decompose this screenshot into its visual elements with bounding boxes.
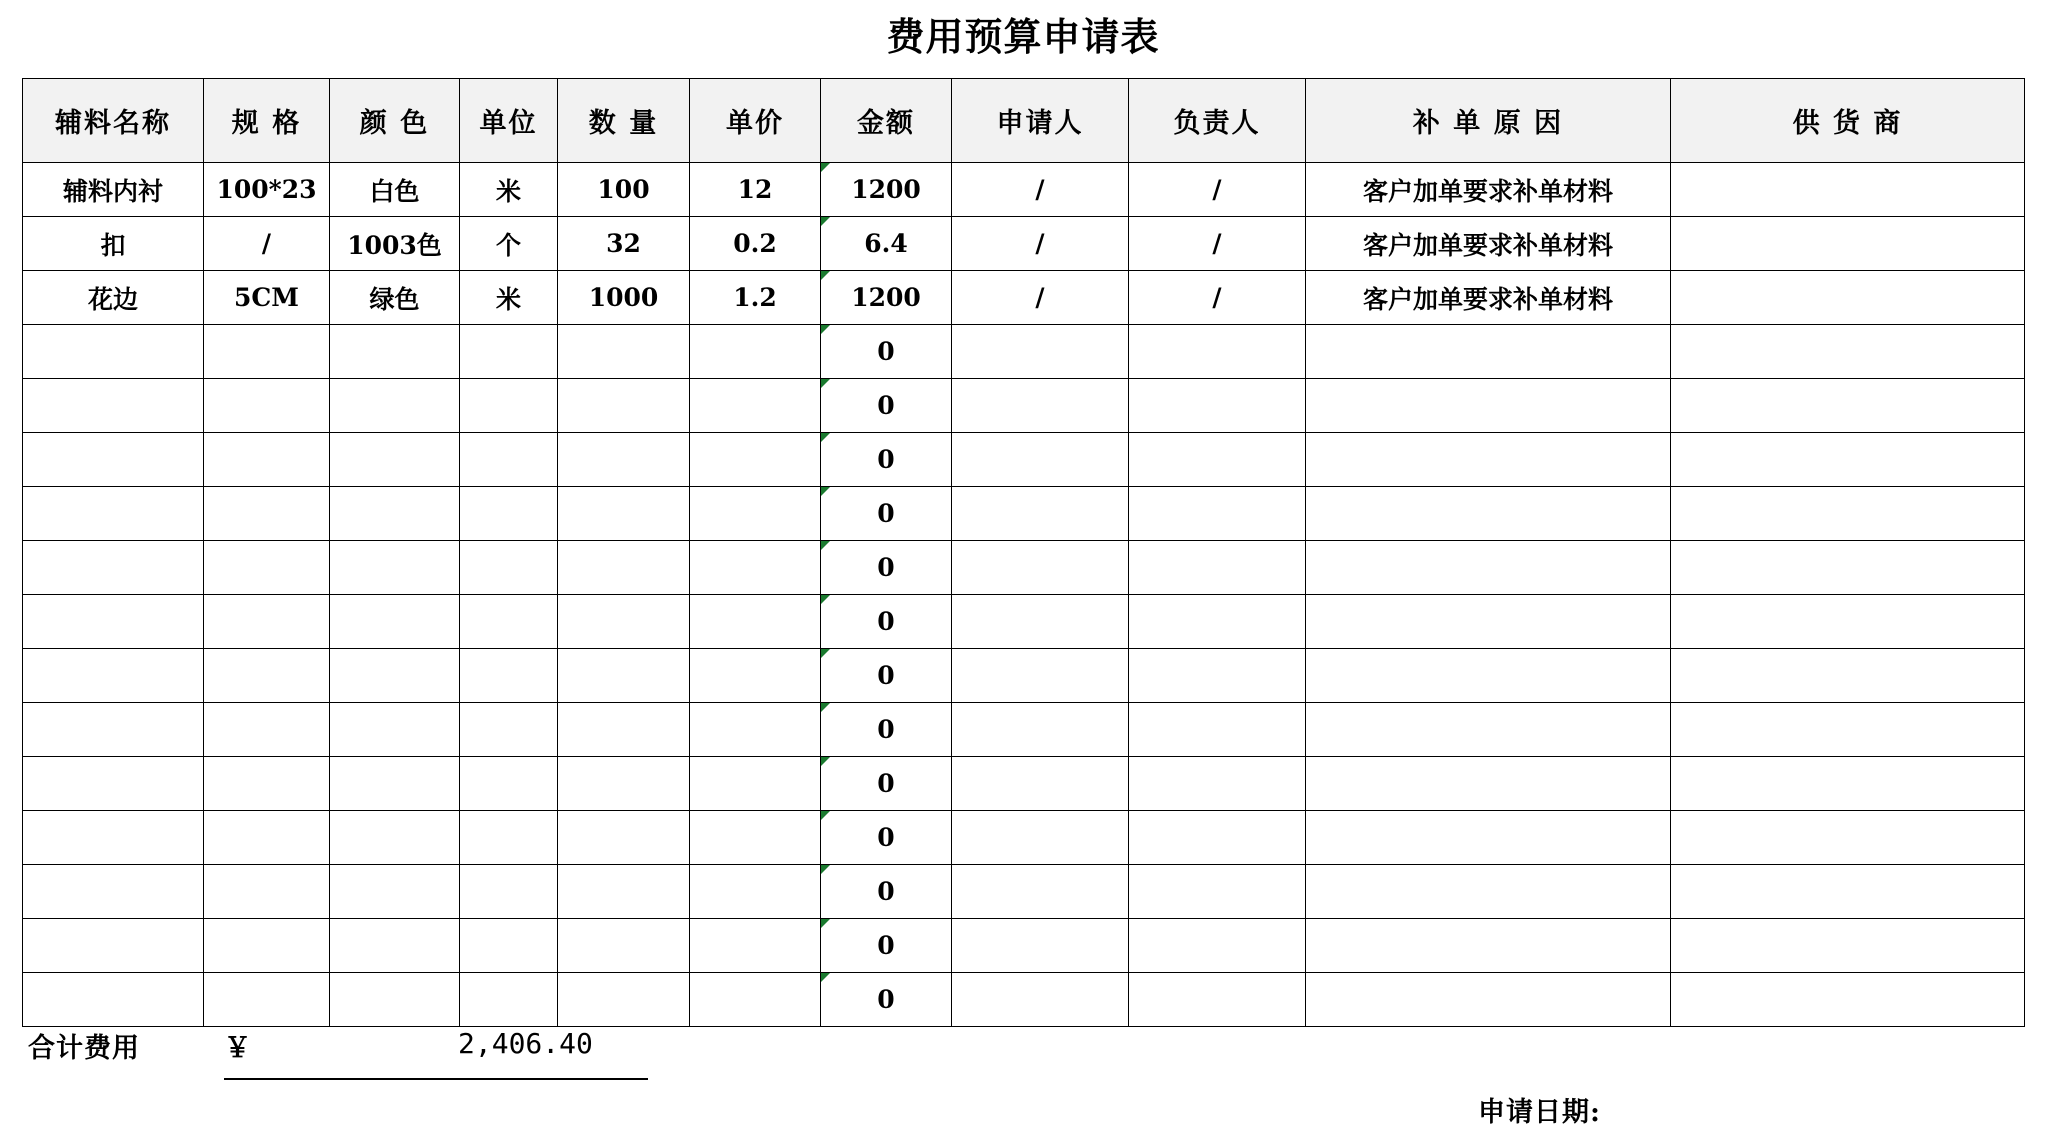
table-cell[interactable] (821, 271, 952, 325)
table-cell[interactable] (23, 487, 204, 541)
table-cell[interactable] (460, 325, 558, 379)
table-cell[interactable] (558, 379, 690, 433)
table-cell[interactable] (1671, 919, 2025, 973)
table-cell[interactable] (821, 163, 952, 217)
comment-flag-icon (821, 541, 830, 550)
table-cell[interactable] (558, 919, 690, 973)
table-cell[interactable] (1671, 703, 2025, 757)
table-cell[interactable]: / (1129, 271, 1306, 325)
table-cell[interactable] (1306, 919, 1671, 973)
amount-value: 6.4 (864, 229, 908, 258)
table-cell[interactable] (23, 325, 204, 379)
table-cell[interactable] (952, 541, 1129, 595)
table-cell[interactable] (690, 325, 821, 379)
table-cell[interactable] (1306, 433, 1671, 487)
table-cell[interactable] (1671, 487, 2025, 541)
table-cell[interactable] (558, 541, 690, 595)
table-cell[interactable] (204, 541, 330, 595)
table-cell[interactable] (952, 433, 1129, 487)
amount-value: 1200 (851, 175, 921, 204)
table-cell[interactable]: / (952, 163, 1129, 217)
comment-flag-icon (821, 271, 830, 280)
table-cell[interactable] (23, 703, 204, 757)
table-cell[interactable] (330, 703, 460, 757)
table-cell[interactable] (1671, 757, 2025, 811)
column-header-material-name: 辅料名称 (23, 79, 204, 163)
table-cell[interactable] (952, 703, 1129, 757)
table-cell[interactable] (952, 325, 1129, 379)
table-cell[interactable] (1671, 271, 2025, 325)
table-cell[interactable]: 12 (690, 163, 821, 217)
table-cell[interactable] (690, 541, 821, 595)
table-row (23, 811, 2025, 865)
table-row (23, 649, 2025, 703)
table-cell[interactable] (1129, 541, 1306, 595)
table-cell[interactable] (1671, 163, 2025, 217)
amount-value: 0 (877, 661, 895, 690)
table-cell[interactable] (23, 541, 204, 595)
table-cell[interactable] (204, 865, 330, 919)
table-header (23, 79, 2025, 163)
table-cell[interactable] (1306, 325, 1671, 379)
table-cell[interactable] (558, 487, 690, 541)
table-row (23, 163, 2025, 217)
comment-flag-icon (821, 433, 830, 442)
table-cell[interactable] (460, 379, 558, 433)
total-cost-label: 合计费用 (28, 1033, 140, 1064)
table-header-row (23, 79, 2025, 163)
table-cell[interactable] (558, 973, 690, 1027)
table-row (23, 865, 2025, 919)
amount-value: 0 (877, 985, 895, 1014)
amount-value: 0 (877, 445, 895, 474)
table-cell[interactable]: 1003色 (330, 217, 460, 271)
table-cell[interactable] (1671, 541, 2025, 595)
table-cell[interactable] (23, 811, 204, 865)
table-row (23, 217, 2025, 271)
table-cell[interactable] (1306, 973, 1671, 1027)
table-cell[interactable] (460, 433, 558, 487)
table-row (23, 271, 2025, 325)
table-cell[interactable] (1129, 379, 1306, 433)
table-cell[interactable] (204, 649, 330, 703)
comment-flag-icon (821, 217, 830, 226)
table-cell[interactable] (1129, 487, 1306, 541)
table-cell[interactable] (952, 811, 1129, 865)
table-cell[interactable] (23, 649, 204, 703)
table-row (23, 325, 2025, 379)
table-cell[interactable]: / (204, 217, 330, 271)
table-cell[interactable] (558, 433, 690, 487)
table-cell[interactable] (330, 325, 460, 379)
comment-flag-icon (821, 325, 830, 334)
table-cell[interactable] (330, 487, 460, 541)
table-cell[interactable] (952, 757, 1129, 811)
table-cell[interactable] (690, 379, 821, 433)
table-cell[interactable] (690, 973, 821, 1027)
table-cell[interactable]: / (952, 217, 1129, 271)
table-cell[interactable]: 米 (460, 163, 558, 217)
table-cell[interactable] (821, 865, 952, 919)
comment-flag-icon (821, 487, 830, 496)
comment-flag-icon (821, 649, 830, 658)
column-header-amount: 金额 (821, 79, 952, 163)
amount-value: 0 (877, 499, 895, 528)
budget-table (22, 78, 2025, 1027)
table-cell[interactable] (1129, 811, 1306, 865)
table-cell[interactable] (1671, 973, 2025, 1027)
table-cell[interactable] (204, 379, 330, 433)
table-cell[interactable] (460, 919, 558, 973)
table-body (23, 163, 2025, 1027)
table-row (23, 703, 2025, 757)
table-cell[interactable] (558, 811, 690, 865)
table-cell[interactable] (821, 703, 952, 757)
table-cell[interactable] (330, 649, 460, 703)
table-cell[interactable] (330, 811, 460, 865)
table-cell[interactable] (204, 919, 330, 973)
comment-flag-icon (821, 811, 830, 820)
table-cell[interactable]: 花边 (23, 271, 204, 325)
column-header-applicant: 申请人 (952, 79, 1129, 163)
table-cell[interactable] (23, 973, 204, 1027)
table-cell[interactable] (558, 595, 690, 649)
table-cell[interactable]: / (952, 271, 1129, 325)
table-cell[interactable] (1671, 649, 2025, 703)
amount-value: 0 (877, 823, 895, 852)
table-cell[interactable] (690, 703, 821, 757)
table-cell[interactable] (1671, 595, 2025, 649)
table-cell[interactable] (1129, 919, 1306, 973)
table-cell[interactable] (204, 325, 330, 379)
table-cell[interactable] (1671, 433, 2025, 487)
table-cell[interactable]: 1.2 (690, 271, 821, 325)
table-cell[interactable]: 辅料内衬 (23, 163, 204, 217)
table-cell[interactable] (460, 973, 558, 1027)
table-cell[interactable] (1671, 379, 2025, 433)
table-cell[interactable] (821, 757, 952, 811)
table-cell[interactable] (821, 649, 952, 703)
table-cell[interactable]: 扣 (23, 217, 204, 271)
table-cell[interactable] (1306, 811, 1671, 865)
table-cell[interactable] (1306, 865, 1671, 919)
comment-flag-icon (821, 865, 830, 874)
table-cell[interactable] (1306, 487, 1671, 541)
table-cell[interactable]: 0.2 (690, 217, 821, 271)
table-cell[interactable] (460, 865, 558, 919)
table-cell[interactable] (952, 595, 1129, 649)
table-cell[interactable] (821, 595, 952, 649)
table-cell[interactable] (558, 703, 690, 757)
table-cell[interactable] (690, 649, 821, 703)
table-cell[interactable] (558, 325, 690, 379)
table-cell[interactable] (204, 703, 330, 757)
table-cell[interactable] (821, 379, 952, 433)
table-cell[interactable]: 客户加单要求补单材料 (1306, 217, 1671, 271)
currency-symbol: ￥ (224, 1033, 251, 1064)
table-cell[interactable] (460, 703, 558, 757)
table-cell[interactable] (558, 865, 690, 919)
table-cell[interactable] (821, 811, 952, 865)
column-header-quantity: 数 量 (558, 79, 690, 163)
table-cell[interactable] (1671, 217, 2025, 271)
amount-value: 0 (877, 877, 895, 906)
table-cell[interactable] (821, 487, 952, 541)
table-cell[interactable] (558, 757, 690, 811)
table-cell[interactable] (1129, 649, 1306, 703)
apply-date-label: 申请日期: (1478, 1097, 1601, 1128)
table-cell[interactable] (1306, 649, 1671, 703)
table-cell[interactable] (23, 757, 204, 811)
table-cell[interactable] (690, 433, 821, 487)
amount-value: 0 (877, 931, 895, 960)
comment-flag-icon (821, 703, 830, 712)
column-header-spec: 规 格 (204, 79, 330, 163)
comment-flag-icon (821, 757, 830, 766)
table-row (23, 541, 2025, 595)
table-cell[interactable] (690, 919, 821, 973)
table-row (23, 757, 2025, 811)
table-cell[interactable]: 100*23 (204, 163, 330, 217)
table-cell[interactable] (204, 433, 330, 487)
table-cell[interactable] (330, 865, 460, 919)
table-cell[interactable] (1129, 973, 1306, 1027)
table-cell[interactable]: 客户加单要求补单材料 (1306, 163, 1671, 217)
table-cell[interactable]: / (1129, 217, 1306, 271)
table-cell[interactable] (460, 649, 558, 703)
table-cell[interactable] (460, 487, 558, 541)
table-cell[interactable] (690, 865, 821, 919)
table-cell[interactable] (690, 757, 821, 811)
table-cell[interactable]: 1000 (558, 271, 690, 325)
table-cell[interactable] (330, 379, 460, 433)
column-header-supplier: 供 货 商 (1671, 79, 2025, 163)
table-cell[interactable] (1129, 703, 1306, 757)
table-cell[interactable] (1306, 703, 1671, 757)
table-cell[interactable] (1129, 433, 1306, 487)
table-cell[interactable] (952, 919, 1129, 973)
table-row (23, 379, 2025, 433)
table-cell[interactable] (330, 541, 460, 595)
table-cell[interactable] (1306, 595, 1671, 649)
table-cell[interactable] (1129, 757, 1306, 811)
table-cell[interactable] (460, 541, 558, 595)
column-header-reason: 补 单 原 因 (1306, 79, 1671, 163)
table-cell[interactable] (1306, 757, 1671, 811)
table-cell[interactable] (1671, 325, 2025, 379)
amount-value: 0 (877, 553, 895, 582)
column-header-unit: 单位 (460, 79, 558, 163)
table-cell[interactable] (1671, 865, 2025, 919)
table-cell[interactable] (204, 595, 330, 649)
comment-flag-icon (821, 919, 830, 928)
table-cell[interactable] (23, 865, 204, 919)
page-title: 费用预算申请表 (886, 14, 1160, 59)
table-cell[interactable] (821, 541, 952, 595)
table-cell[interactable] (204, 487, 330, 541)
table-cell[interactable] (952, 973, 1129, 1027)
table-cell[interactable]: 32 (558, 217, 690, 271)
comment-flag-icon (821, 973, 830, 982)
table-cell[interactable] (1671, 811, 2025, 865)
table-cell[interactable] (1129, 595, 1306, 649)
table-cell[interactable] (330, 595, 460, 649)
table-cell[interactable] (460, 811, 558, 865)
table-cell[interactable] (204, 973, 330, 1027)
table-cell[interactable] (330, 433, 460, 487)
comment-flag-icon (821, 595, 830, 604)
table-cell[interactable]: 5CM (204, 271, 330, 325)
table-cell[interactable] (821, 973, 952, 1027)
table-row (23, 595, 2025, 649)
table-cell[interactable] (23, 595, 204, 649)
total-cost-value: 2,406.40 (458, 1027, 593, 1060)
table-cell[interactable]: 绿色 (330, 271, 460, 325)
amount-value: 0 (877, 769, 895, 798)
table-cell[interactable] (690, 595, 821, 649)
table-cell[interactable] (460, 757, 558, 811)
table-cell[interactable] (1129, 865, 1306, 919)
table-cell[interactable]: 个 (460, 217, 558, 271)
table-cell[interactable] (952, 649, 1129, 703)
comment-flag-icon (821, 163, 830, 172)
table-cell[interactable] (23, 379, 204, 433)
amount-value: 0 (877, 337, 895, 366)
column-header-unit-price: 单价 (690, 79, 821, 163)
table-row (23, 487, 2025, 541)
table-cell[interactable] (330, 757, 460, 811)
table-cell[interactable] (23, 919, 204, 973)
table-cell[interactable] (204, 757, 330, 811)
amount-value: 0 (877, 391, 895, 420)
column-header-color: 颜 色 (330, 79, 460, 163)
table-cell[interactable]: / (1129, 163, 1306, 217)
table-cell[interactable] (1306, 541, 1671, 595)
table-cell[interactable] (1129, 325, 1306, 379)
table-cell[interactable]: 米 (460, 271, 558, 325)
table-cell[interactable] (204, 811, 330, 865)
table-cell[interactable]: 客户加单要求补单材料 (1306, 271, 1671, 325)
table-cell[interactable] (1306, 379, 1671, 433)
table-cell[interactable] (821, 919, 952, 973)
table-cell[interactable] (952, 865, 1129, 919)
table-cell[interactable] (821, 433, 952, 487)
comment-flag-icon (821, 379, 830, 388)
amount-value: 0 (877, 715, 895, 744)
table-cell[interactable] (821, 217, 952, 271)
total-underline (224, 1078, 648, 1080)
table-cell[interactable] (330, 919, 460, 973)
table-cell[interactable] (821, 325, 952, 379)
column-header-manager: 负责人 (1129, 79, 1306, 163)
table-cell[interactable] (690, 811, 821, 865)
amount-value: 1200 (851, 283, 921, 312)
table-cell[interactable] (558, 649, 690, 703)
amount-value: 0 (877, 607, 895, 636)
table-cell[interactable] (460, 595, 558, 649)
table-cell[interactable] (952, 379, 1129, 433)
table-cell[interactable] (23, 433, 204, 487)
table-cell[interactable]: 白色 (330, 163, 460, 217)
table-row (23, 433, 2025, 487)
table-cell[interactable] (330, 973, 460, 1027)
table-row (23, 973, 2025, 1027)
table-row (23, 919, 2025, 973)
total-cost-section (28, 1020, 668, 1074)
table-cell[interactable] (690, 487, 821, 541)
table-cell[interactable] (952, 487, 1129, 541)
table-cell[interactable]: 100 (558, 163, 690, 217)
